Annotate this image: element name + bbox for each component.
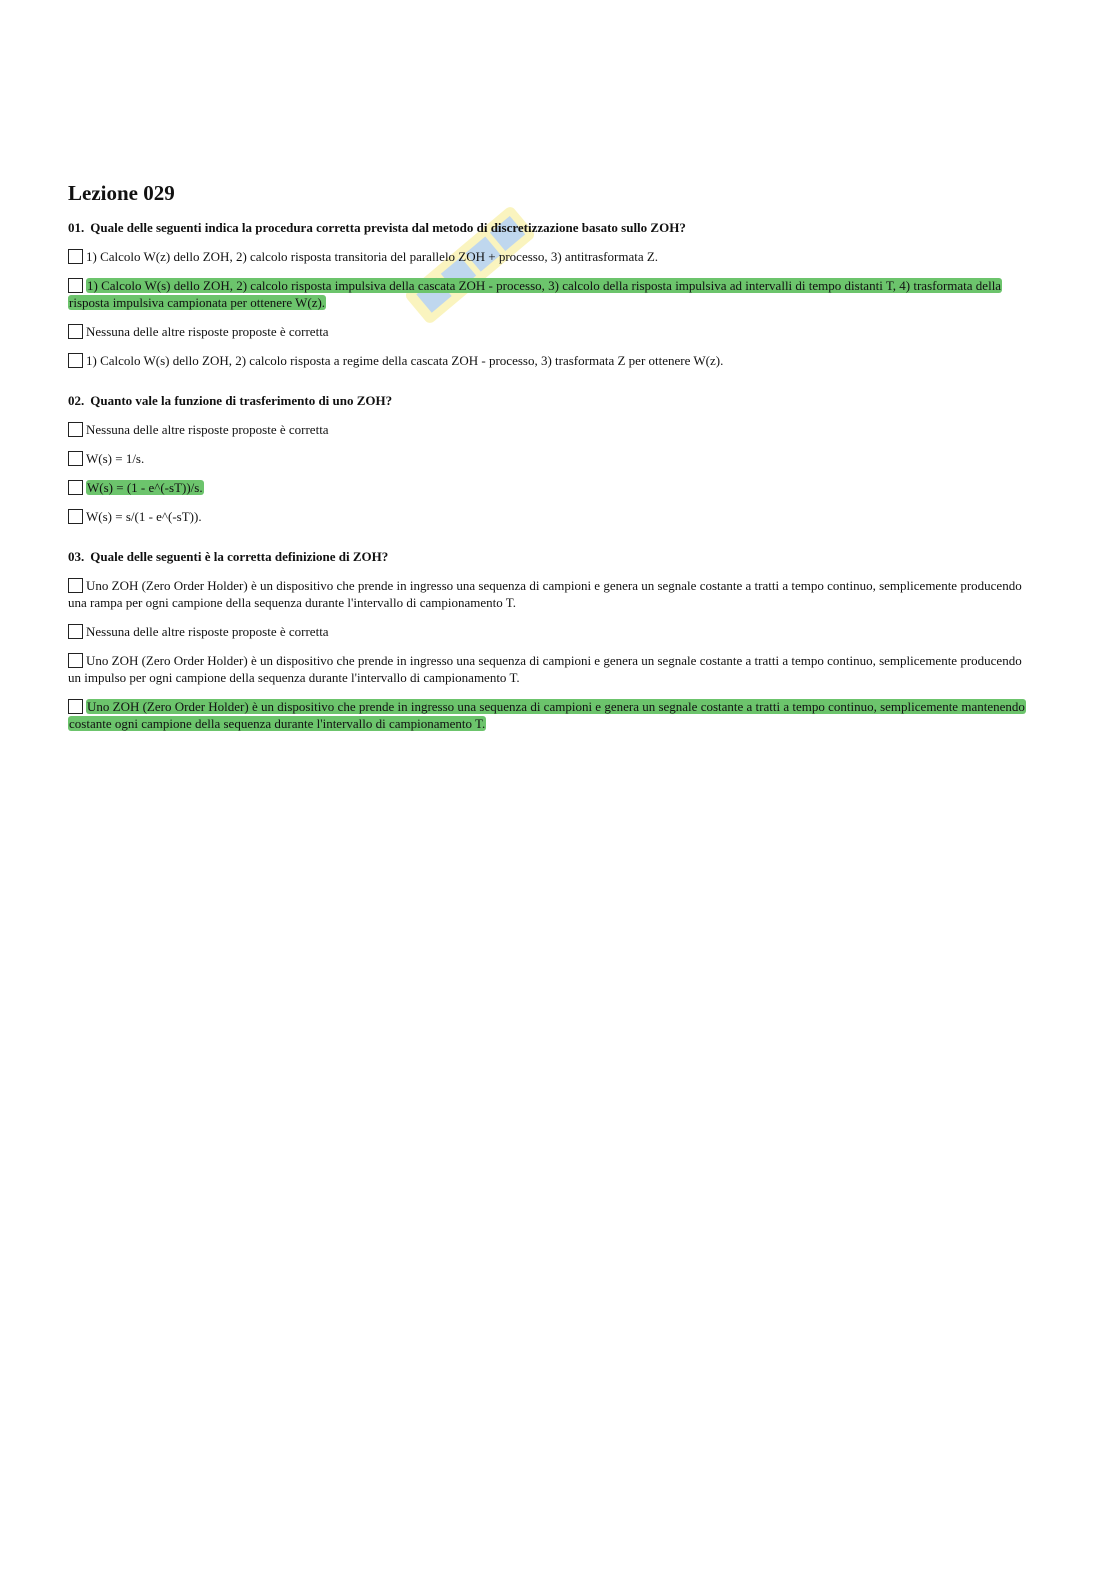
answer-checkbox[interactable] bbox=[68, 422, 83, 437]
answer-option bbox=[68, 577, 1036, 611]
answer-option bbox=[68, 421, 1036, 438]
answer-checkbox[interactable] bbox=[68, 249, 83, 264]
answer-text: W(s) = 1/s. bbox=[86, 451, 145, 466]
answer-text: Uno ZOH (Zero Order Holder) è un dispositivo che prende in ingresso una sequenza di campioni e genera un segnale costante a tratti a tempo continuo, semplicemente producendo un impulso per ogni campione della sequenza durante l'intervallo di campionamento T. bbox=[68, 653, 1022, 685]
answer-option bbox=[68, 479, 1036, 496]
answer-option bbox=[68, 352, 1036, 369]
answer-text: Nessuna delle altre risposte proposte è corretta bbox=[86, 422, 329, 437]
answer-option bbox=[68, 277, 1036, 311]
answer-option bbox=[68, 652, 1036, 686]
question-block bbox=[68, 549, 1036, 732]
question-text bbox=[68, 549, 1036, 565]
question-number: 02. bbox=[68, 393, 85, 408]
answer-text: 1) Calcolo W(z) dello ZOH, 2) calcolo risposta transitoria del parallelo ZOH + processo, 3) antitrasformata Z. bbox=[86, 249, 659, 264]
question-number: 03. bbox=[68, 549, 85, 564]
answer-checkbox[interactable] bbox=[68, 278, 83, 293]
answer-text: Nessuna delle altre risposte proposte è corretta bbox=[86, 324, 329, 339]
answer-checkbox[interactable] bbox=[68, 509, 83, 524]
answer-option bbox=[68, 248, 1036, 265]
question-label: Quale delle seguenti indica la procedura corretta prevista dal metodo di discretizzazione basato sullo ZOH? bbox=[90, 220, 686, 235]
answer-text-highlighted: Uno ZOH (Zero Order Holder) è un dispositivo che prende in ingresso una sequenza di campioni e genera un segnale costante a tratti a tempo continuo, semplicemente mantenendo costante ogni campione della sequenza durante l'intervallo di campionamento T. bbox=[69, 699, 1025, 731]
question-block bbox=[68, 220, 1036, 369]
question-text bbox=[68, 220, 1036, 236]
answer-checkbox[interactable] bbox=[68, 353, 83, 368]
answer-option bbox=[68, 450, 1036, 467]
question-text bbox=[68, 393, 1036, 409]
answer-checkbox[interactable] bbox=[68, 699, 83, 714]
answer-checkbox[interactable] bbox=[68, 578, 83, 593]
answer-checkbox[interactable] bbox=[68, 451, 83, 466]
answer-option bbox=[68, 623, 1036, 640]
answer-option bbox=[68, 508, 1036, 525]
lesson-title: Lezione 029 bbox=[68, 181, 175, 205]
answer-text: Uno ZOH (Zero Order Holder) è un dispositivo che prende in ingresso una sequenza di campioni e genera un segnale costante a tratti a tempo continuo, semplicemente producendo una rampa per ogni campione della sequenza durante l'intervallo di campionamento T. bbox=[68, 578, 1022, 610]
answer-text: 1) Calcolo W(s) dello ZOH, 2) calcolo risposta a regime della cascata ZOH - processo, 3) trasformata Z per ottenere W(z). bbox=[86, 353, 724, 368]
answer-checkbox[interactable] bbox=[68, 480, 83, 495]
answer-checkbox[interactable] bbox=[68, 624, 83, 639]
answer-option bbox=[68, 323, 1036, 340]
questions-list bbox=[68, 220, 1036, 732]
answer-text-highlighted: W(s) = (1 - e^(-sT))/s. bbox=[87, 480, 203, 495]
document-page bbox=[68, 180, 1036, 756]
answer-checkbox[interactable] bbox=[68, 653, 83, 668]
answer-checkbox[interactable] bbox=[68, 324, 83, 339]
answer-option bbox=[68, 698, 1036, 732]
question-number: 01. bbox=[68, 220, 85, 235]
question-block bbox=[68, 393, 1036, 525]
answer-text: Nessuna delle altre risposte proposte è corretta bbox=[86, 624, 329, 639]
answer-text-highlighted: 1) Calcolo W(s) dello ZOH, 2) calcolo risposta impulsiva della cascata ZOH - processo, 3) calcolo della risposta impulsiva ad intervalli di tempo distanti T, 4) trasformata della risposta impulsiva campionata per ottenere W(z). bbox=[69, 278, 1002, 310]
question-label: Quale delle seguenti è la corretta definizione di ZOH? bbox=[90, 549, 389, 564]
answer-text: W(s) = s/(1 - e^(-sT)). bbox=[86, 509, 202, 524]
question-label: Quanto vale la funzione di trasferimento di uno ZOH? bbox=[90, 393, 393, 408]
